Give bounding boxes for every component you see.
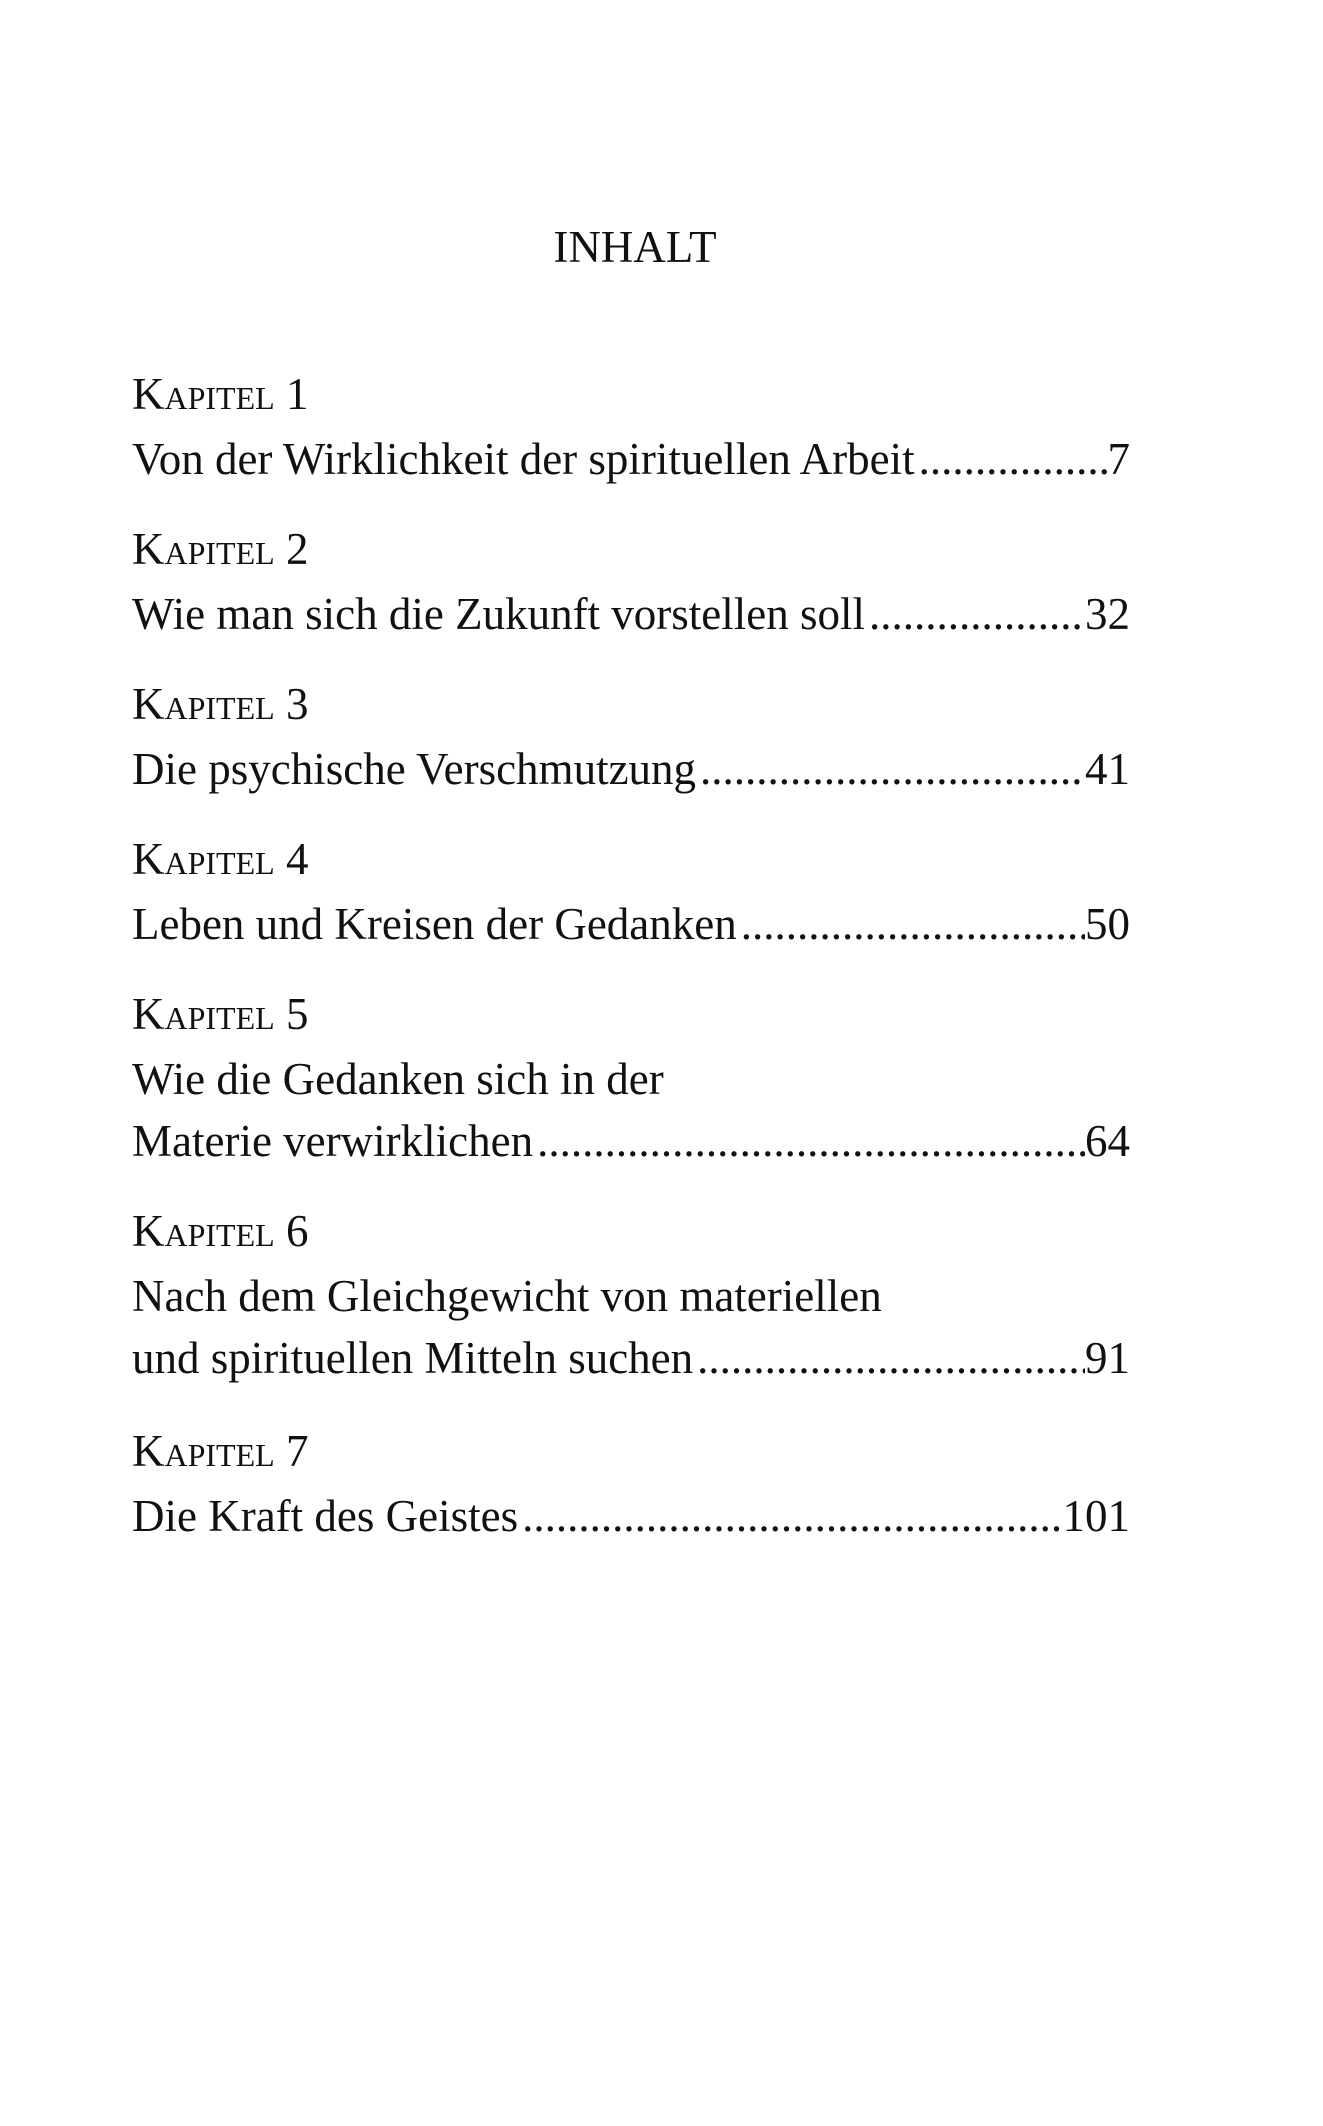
toc-entry-title: Materie verwirklichen: [132, 1116, 534, 1166]
toc-page-number: 7: [1107, 434, 1130, 484]
chapter-label: Kapitel 4: [132, 834, 309, 884]
toc-entry[interactable]: [132, 1491, 1130, 1541]
toc-entry[interactable]: [132, 1116, 1130, 1166]
toc-page-number: 101: [1062, 1491, 1130, 1541]
toc-page-number: 91: [1085, 1333, 1130, 1383]
toc-entry[interactable]: [132, 1333, 1130, 1383]
toc-entry-title: und spirituellen Mitteln suchen: [132, 1333, 694, 1383]
dot-leader: [915, 437, 1108, 482]
chapter-label: Kapitel 5: [132, 989, 309, 1039]
toc-entry[interactable]: [132, 589, 1130, 639]
page-title: INHALT: [553, 222, 717, 272]
chapter-label: Kapitel 1: [132, 369, 309, 419]
chapter-label: Kapitel 2: [132, 524, 309, 574]
chapter-label: Kapitel 3: [132, 679, 309, 729]
toc-entry-title: Wie man sich die Zukunft vorstellen soll: [132, 589, 866, 639]
toc-entry-title: Leben und Kreisen der Gedanken: [132, 899, 737, 949]
toc-entry-title-line[interactable]: Wie die Gedanken sich in der: [132, 1054, 664, 1104]
dot-leader: [696, 747, 1085, 792]
toc-entry-title: Die Kraft des Geistes: [132, 1491, 519, 1541]
toc-page-number: 64: [1085, 1116, 1130, 1166]
toc-entry-title-line[interactable]: Nach dem Gleichgewicht von materiellen: [132, 1271, 882, 1321]
toc-page-number: 32: [1085, 589, 1130, 639]
toc-entry[interactable]: [132, 899, 1130, 949]
dot-leader: [737, 902, 1085, 947]
dot-leader: [693, 1336, 1085, 1381]
toc-entry[interactable]: [132, 434, 1130, 484]
toc-entry[interactable]: [132, 744, 1130, 794]
dot-leader: [865, 592, 1085, 637]
dot-leader: [533, 1119, 1085, 1164]
toc-entry-title: Die psychische Verschmutzung: [132, 744, 697, 794]
chapter-label: Kapitel 7: [132, 1426, 309, 1476]
toc-entry-title: Von der Wirklichkeit der spirituellen Arbeit: [132, 434, 915, 484]
toc-page-number: 50: [1085, 899, 1130, 949]
dot-leader: [518, 1494, 1062, 1539]
toc-page-number: 41: [1085, 744, 1130, 794]
chapter-label: Kapitel 6: [132, 1206, 309, 1256]
